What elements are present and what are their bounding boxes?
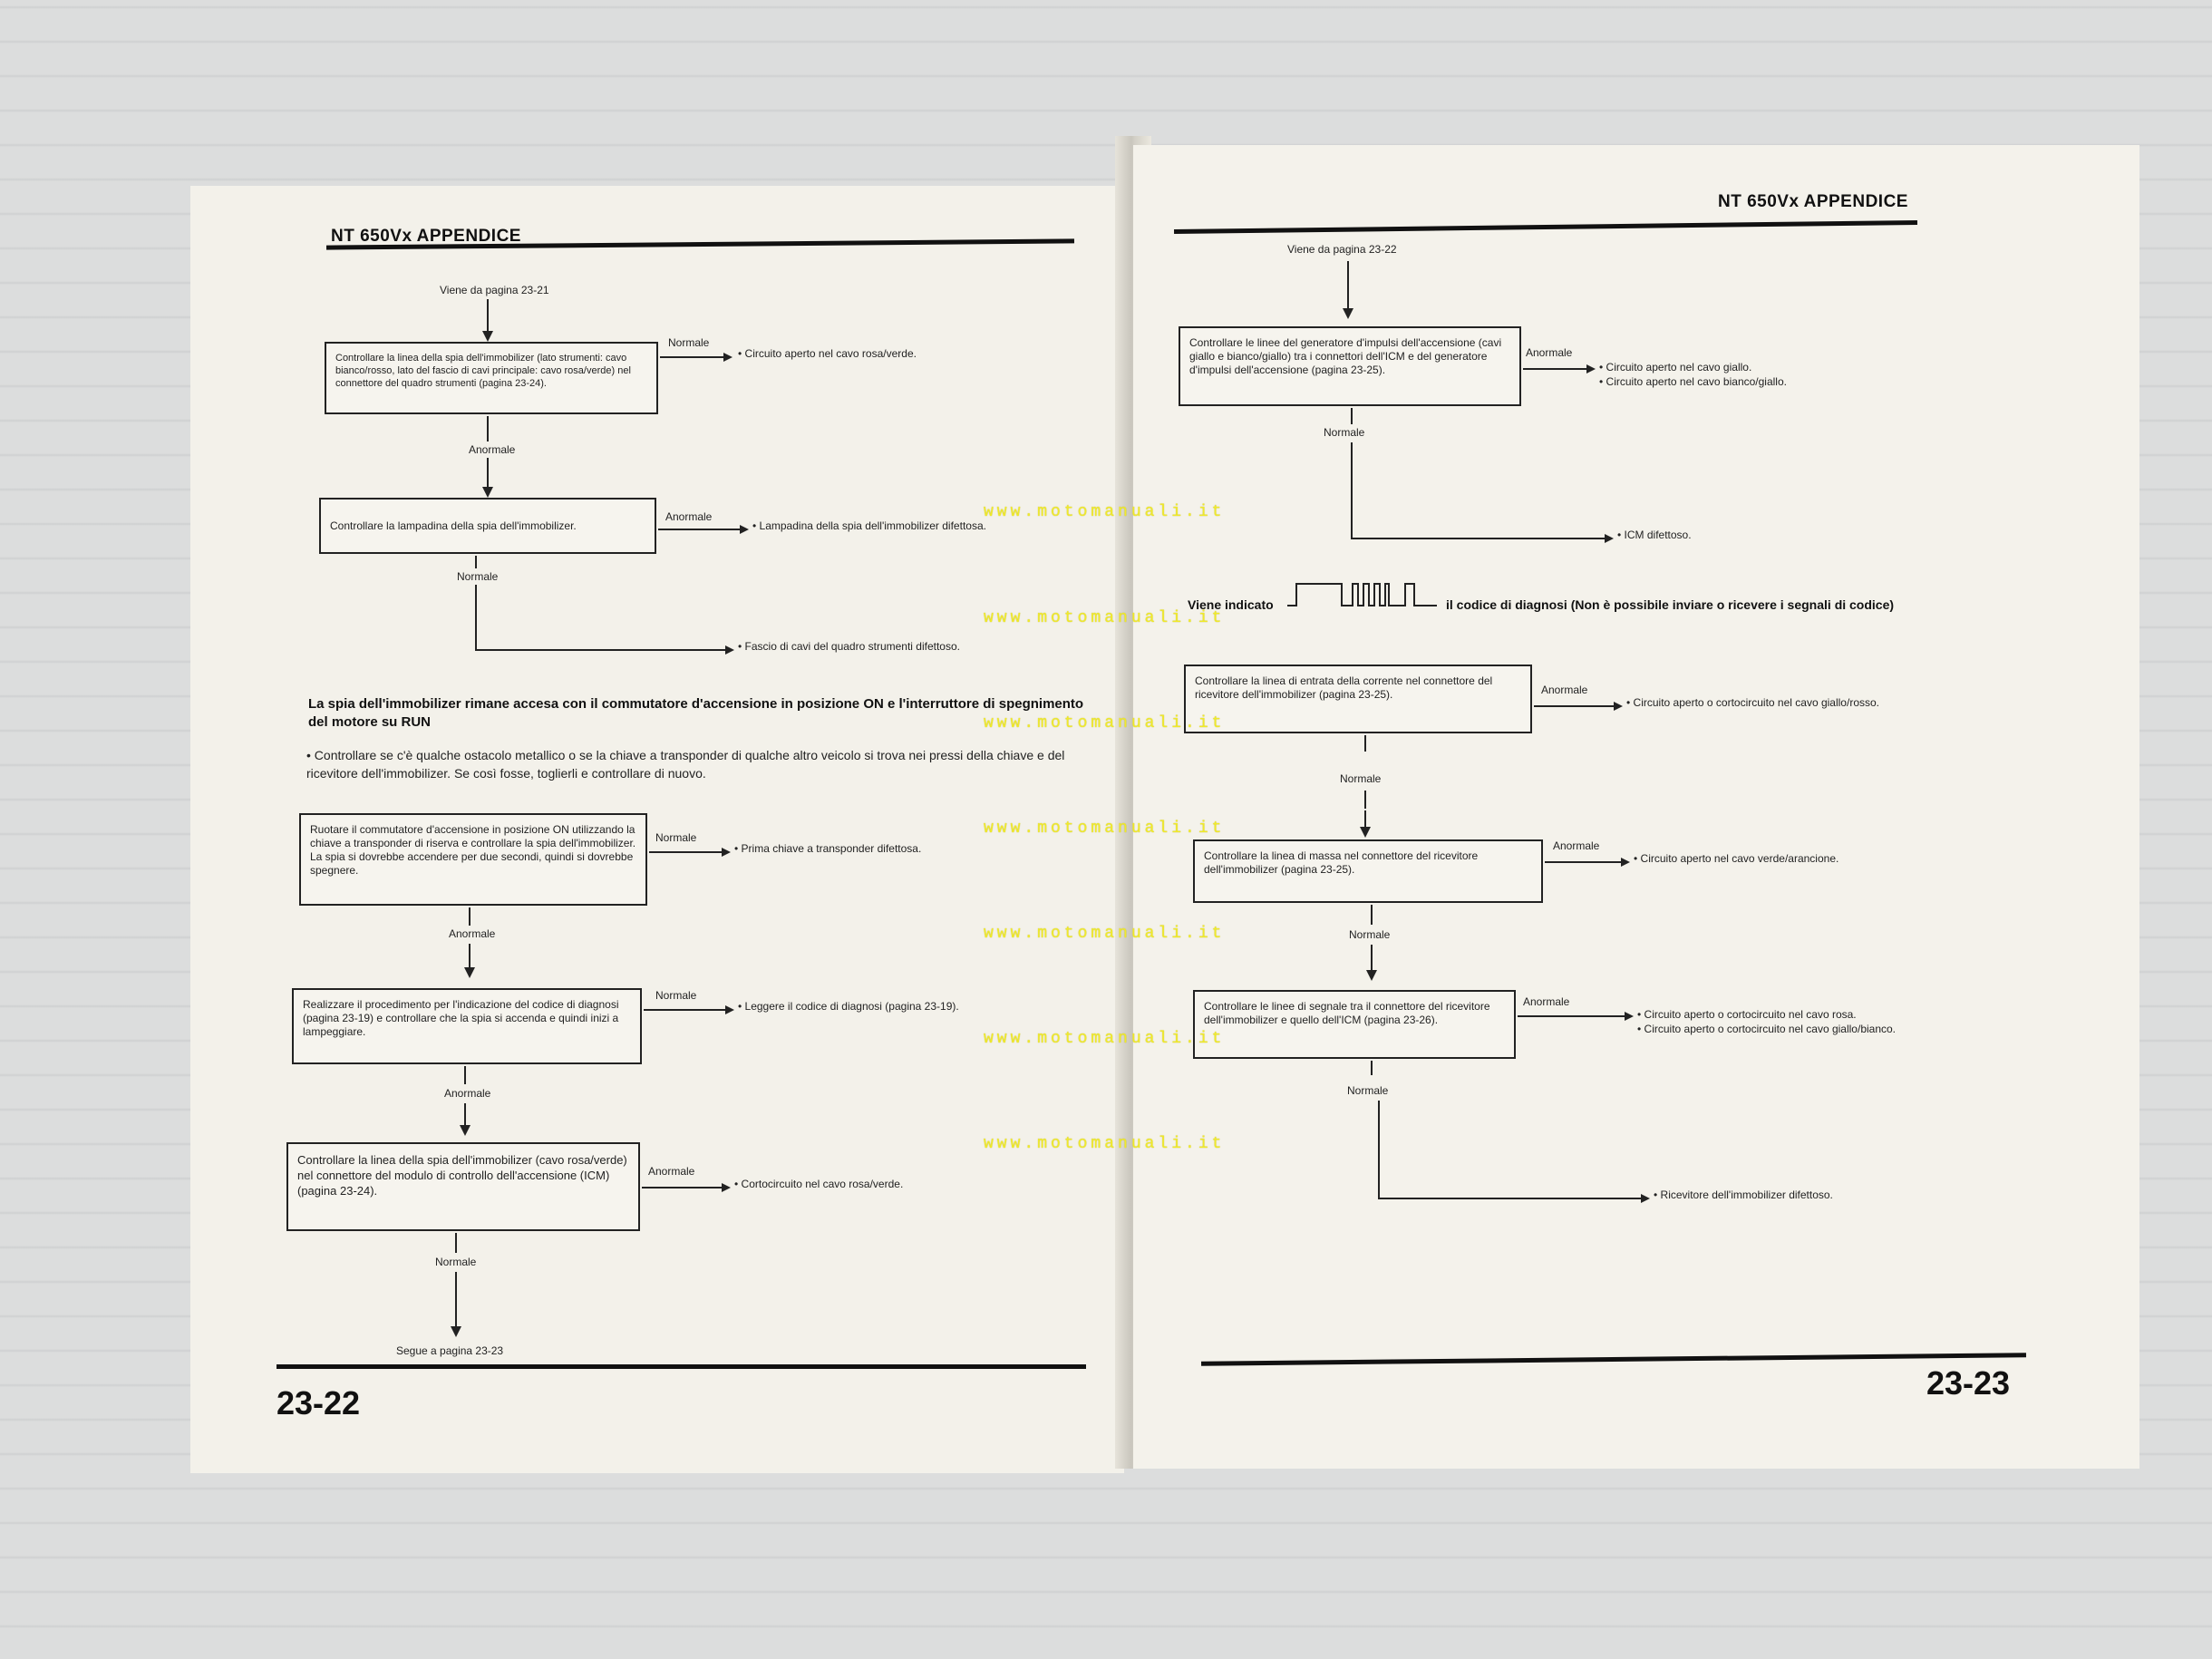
connector-line	[1545, 861, 1623, 863]
down-label: Normale	[435, 1256, 477, 1268]
arrow-right	[1605, 534, 1614, 543]
arrow-right	[722, 1183, 731, 1192]
arrow-down	[460, 1125, 471, 1136]
arrow-right	[723, 353, 732, 362]
watermark-text: www.motomanuali.it	[984, 925, 1226, 943]
arrow-down	[451, 1326, 461, 1337]
connector-line	[487, 416, 489, 441]
branch-label: Normale	[668, 336, 710, 349]
connector-line	[455, 1272, 457, 1328]
arrow-right	[725, 645, 734, 655]
watermark-text: www.motomanuali.it	[984, 609, 1226, 627]
branch-label: Anormale	[1553, 839, 1600, 852]
arrow-right	[722, 848, 731, 857]
down-label: Normale	[1349, 928, 1391, 941]
result-text: • Cortocircuito nel cavo rosa/verde.	[734, 1178, 904, 1190]
connector-line	[469, 944, 471, 969]
branch-label: Anormale	[1523, 995, 1570, 1008]
connector-line	[475, 649, 727, 651]
flow-box-r1: Controllare le linee del generatore d'impulsi dell'accensione (cavi giallo e bianco/giallo) tra i connettori dell'ICM e del generatore d'impulsi dell'accensione (pagina 23-25).	[1179, 326, 1521, 406]
arrow-right	[1625, 1012, 1634, 1021]
connector-line	[1351, 538, 1606, 539]
down-label: Normale	[457, 570, 499, 583]
right-footer-rule	[1201, 1353, 2026, 1366]
result-text: • Circuito aperto o cortocircuito nel cavo giallo/rosso.	[1626, 696, 1879, 709]
flow-box-4: Realizzare il procedimento per l'indicazione del codice di diagnosi (pagina 23-19) e controllare che la spia si accenda e quindi inizi a lampeggiare.	[292, 988, 642, 1064]
branch-label: Anormale	[665, 510, 713, 523]
result-text: • Prima chiave a transponder difettosa.	[734, 842, 922, 855]
connector-line	[487, 299, 489, 334]
connector-line	[487, 458, 489, 489]
right-page-header: NT 650Vx APPENDICE	[1718, 192, 1908, 211]
down-label: Normale	[1340, 772, 1382, 785]
flow-box-3: Ruotare il commutatore d'accensione in posizione ON utilizzando la chiave a transponder di riserva e controllare la spia dell'immobilizer. La spia si dovrebbe accendere per due secondi, quindi si dovrebbe spegnere.	[299, 813, 647, 906]
result-text: • Circuito aperto o cortocircuito nel cavo giallo/bianco.	[1637, 1023, 1897, 1035]
result-text: • Circuito aperto o cortocircuito nel cavo rosa.	[1637, 1008, 1857, 1021]
branch-label: Anormale	[1526, 346, 1573, 359]
watermark-text: www.motomanuali.it	[984, 1030, 1226, 1048]
from-page-label: Viene da pagina 23-22	[1287, 243, 1397, 256]
flow-box-r4: Controllare le linee di segnale tra il connettore del ricevitore dell'immobilizer e quello dell'ICM (pagina 23-26).	[1193, 990, 1516, 1059]
watermark-text: www.motomanuali.it	[984, 1135, 1226, 1153]
flow-final-result: • Fascio di cavi del quadro strumenti difettoso.	[738, 640, 960, 653]
arrow-down	[1366, 970, 1377, 981]
arrow-right	[1614, 702, 1623, 711]
arrow-down	[1343, 308, 1353, 319]
connector-line	[1351, 408, 1353, 424]
flow-box-r3: Controllare la linea di massa nel connettore del ricevitore dell'immobilizer (pagina 23-25).	[1193, 839, 1543, 903]
connector-line	[1364, 791, 1366, 809]
down-label: Anormale	[444, 1087, 491, 1100]
section-note: • Controllare se c'è qualche ostacolo metallico o se la chiave a transponder di qualche altro veicolo si trova nei pressi della chiave e del ricevitore dell'immobilizer. Se così fosse, toglierli e controllare di nuovo.	[306, 748, 1065, 781]
connector-line	[475, 585, 477, 650]
watermark-text: www.motomanuali.it	[984, 714, 1226, 732]
down-label: Normale	[1324, 426, 1365, 439]
arrow-right	[1621, 858, 1630, 867]
result-text: • Leggere il codice di diagnosi (pagina 23-19).	[738, 1000, 959, 1013]
flow-final-result: • Ricevitore dell'immobilizer difettoso.	[1654, 1188, 1833, 1201]
arrow-down	[464, 967, 475, 978]
connector-line	[658, 529, 742, 530]
connector-line	[1534, 705, 1615, 707]
connector-line	[1378, 1101, 1380, 1198]
connector-line	[464, 1066, 466, 1084]
connector-line	[455, 1233, 457, 1253]
result-text: • Circuito aperto nel cavo verde/arancione.	[1634, 852, 1839, 865]
branch-label: Normale	[655, 989, 697, 1002]
arrow-right	[725, 1005, 734, 1014]
watermark-text: www.motomanuali.it	[984, 503, 1226, 521]
flow-final-result: • ICM difettoso.	[1617, 529, 1692, 541]
connector-line	[660, 356, 725, 358]
flow-box-5: Controllare la linea della spia dell'immobilizer (cavo rosa/verde) nel connettore del modulo di controllo dell'accensione (ICM) (pagina 23-24).	[286, 1142, 640, 1231]
connector-line	[1371, 905, 1373, 925]
to-page-label: Segue a pagina 23-23	[396, 1344, 504, 1357]
connector-line	[1371, 1061, 1373, 1075]
connector-line	[1378, 1198, 1643, 1199]
right-header-rule	[1174, 220, 1917, 234]
arrow-down	[482, 331, 493, 342]
arrow-down	[482, 487, 493, 498]
left-footer-rule	[276, 1364, 1086, 1369]
result-text: • Lampadina della spia dell'immobilizer difettosa.	[752, 519, 986, 532]
arrow-right	[1641, 1194, 1650, 1203]
down-label: Anormale	[449, 927, 496, 940]
branch-label: Normale	[655, 831, 697, 844]
flow-box-r2: Controllare la linea di entrata della corrente nel connettore del ricevitore dell'immobilizer (pagina 23-25).	[1184, 665, 1532, 733]
down-label: Anormale	[469, 443, 516, 456]
connector-line	[1364, 735, 1366, 752]
connector-line	[1518, 1015, 1626, 1017]
connector-line	[1371, 945, 1373, 972]
connector-line	[464, 1103, 466, 1127]
flow-box-1: Controllare la linea della spia dell'immobilizer (lato strumenti: cavo bianco/rosso, lato del fascio di cavi principale: cavo rosa/verde) nel connettore del quadro strumenti (pagina 23-24).	[325, 342, 658, 414]
connector-line	[1523, 368, 1588, 370]
connector-line	[1347, 261, 1349, 310]
connector-line	[649, 851, 723, 853]
right-page-number: 23-23	[1926, 1364, 2011, 1402]
left-page-number: 23-22	[276, 1384, 361, 1421]
from-page-label: Viene da pagina 23-21	[440, 284, 549, 296]
branch-label: Anormale	[1541, 684, 1588, 696]
flow-box-2: Controllare la lampadina della spia dell'immobilizer.	[319, 498, 656, 554]
result-text: • Circuito aperto nel cavo rosa/verde.	[738, 347, 917, 360]
arrow-right	[740, 525, 749, 534]
right-page	[1133, 145, 2139, 1469]
section-prefix: Viene indicato	[1188, 597, 1274, 612]
diagnostic-waveform-icon	[1287, 578, 1437, 611]
arrow-right	[1586, 364, 1596, 374]
connector-line	[469, 907, 471, 926]
branch-label: Anormale	[648, 1165, 695, 1178]
section-suffix: il codice di diagnosi (Non è possibile inviare o ricevere i segnali di codice)	[1446, 597, 1895, 612]
connector-line	[1351, 442, 1353, 538]
watermark-text: www.motomanuali.it	[984, 820, 1226, 838]
result-text: • Circuito aperto nel cavo bianco/giallo.	[1599, 375, 1787, 388]
connector-line	[475, 556, 477, 568]
connector-line	[1364, 810, 1366, 829]
down-label: Normale	[1347, 1084, 1389, 1097]
section-title: La spia dell'immobilizer rimane accesa con il commutatore d'accensione in posizione ON e l'interruttore di spegnimento del motore su RUN	[308, 696, 1084, 730]
result-text: • Circuito aperto nel cavo giallo.	[1599, 361, 1752, 374]
connector-line	[644, 1009, 727, 1011]
left-page-header: NT 650Vx APPENDICE	[331, 227, 521, 246]
connector-line	[642, 1187, 723, 1188]
